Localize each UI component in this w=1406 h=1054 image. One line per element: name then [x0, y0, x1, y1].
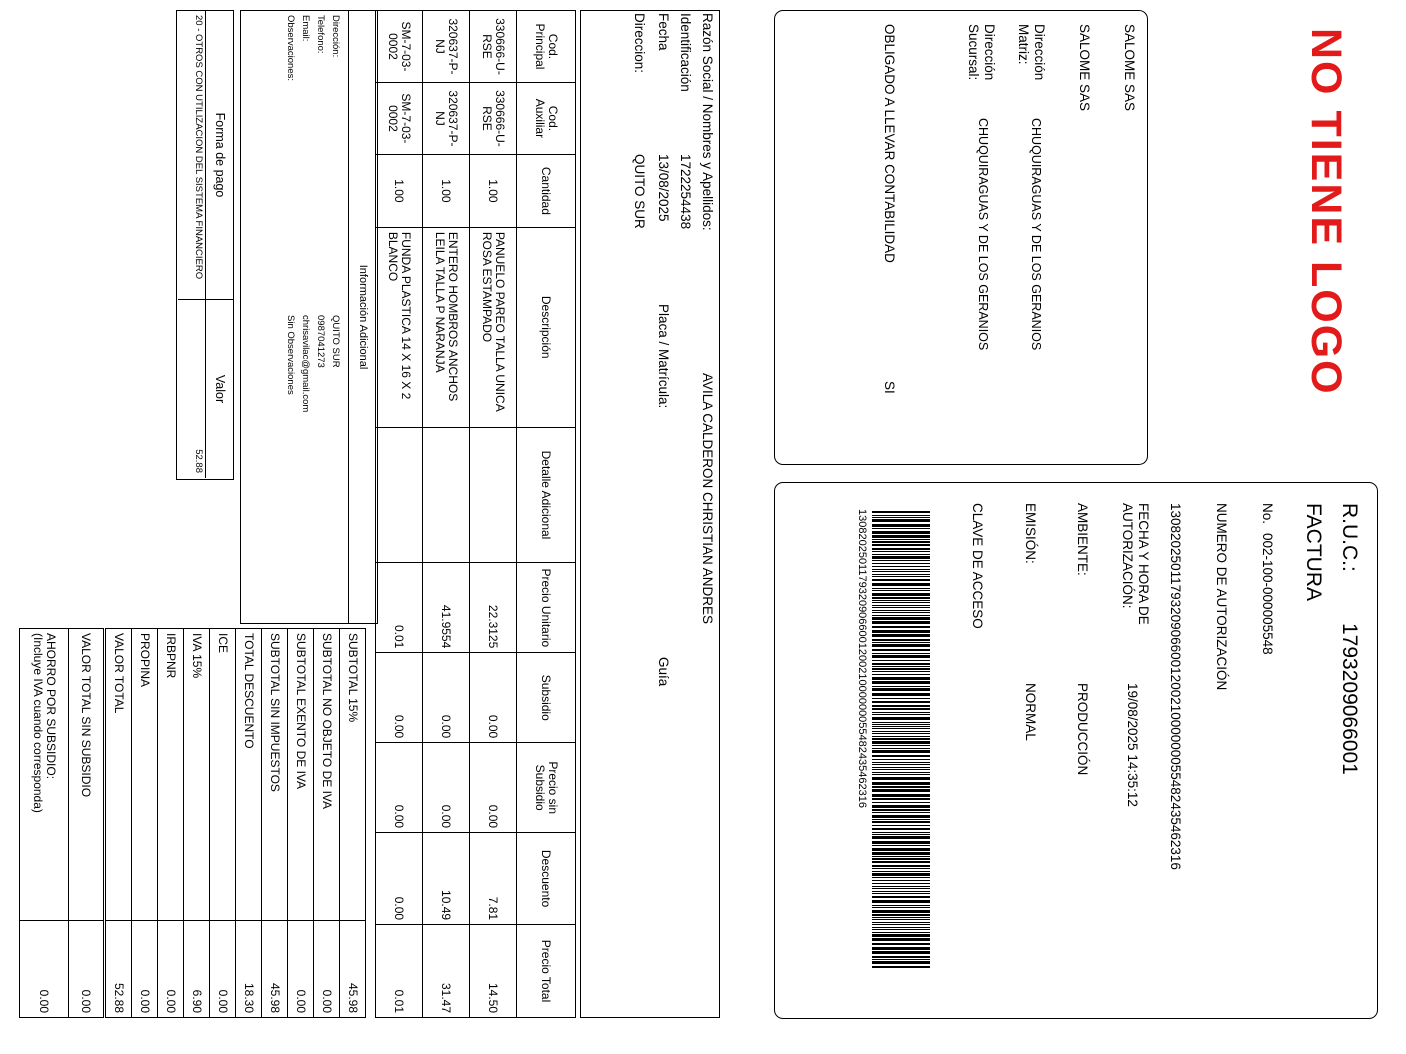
barcode-bar	[872, 836, 930, 839]
cell-precio-total: 14.50	[470, 925, 517, 1018]
header-cantidad: Cantidad	[517, 154, 576, 227]
barcode-bar	[872, 539, 930, 540]
info-row	[313, 11, 328, 623]
barcode-bar	[872, 748, 930, 749]
fecha-value: 13/08/2025	[656, 154, 671, 222]
totals-value: 0.00	[210, 921, 236, 1018]
cell-descuento: 10.49	[423, 833, 470, 925]
ahorro-label: AHORRO POR SUBSIDIO:	[44, 633, 58, 780]
direccion-value: QUITO SUR	[632, 154, 647, 229]
barcode-bar	[872, 701, 930, 703]
totals-row	[314, 629, 340, 1018]
barcode-bar	[872, 871, 930, 872]
totals-row	[106, 629, 132, 1018]
barcode-bar	[872, 668, 930, 670]
cell-cod-principal: SM-7-03-0002	[376, 11, 423, 83]
barcode-bar	[872, 865, 930, 867]
totals-row	[158, 629, 184, 1018]
razon-value: AVILA CALDERON CHRISTIAN ANDRES	[700, 373, 715, 625]
emision-label: EMISIÓN:	[1023, 503, 1038, 564]
barcode-bar	[872, 755, 930, 757]
barcode-bar	[872, 634, 930, 637]
cell-subsidio: 0.00	[470, 653, 517, 743]
barcode-bar	[872, 922, 930, 923]
barcode-bar	[872, 798, 930, 800]
cell-precio-sin-subsidio: 0.00	[423, 743, 470, 833]
info-value: chrisavilac@gmail.com	[300, 315, 311, 413]
barcode-bar	[872, 563, 930, 564]
info-row	[283, 11, 298, 623]
barcode-bar	[872, 893, 930, 894]
barcode-bar	[872, 914, 930, 916]
barcode-bar	[872, 615, 930, 616]
barcode-bar	[872, 655, 930, 658]
barcode-bar	[872, 821, 930, 823]
barcode-bar	[872, 841, 930, 844]
barcode-bar	[872, 880, 930, 881]
totals-row	[340, 629, 366, 1018]
totals-value: 0.00	[132, 921, 158, 1018]
barcode-bar	[872, 610, 930, 611]
barcode-bar	[872, 726, 930, 727]
barcode-bar	[872, 733, 930, 734]
barcode-bar	[872, 782, 930, 785]
barcode-bar	[872, 802, 930, 803]
barcode-bar	[872, 815, 930, 818]
barcode-bar	[872, 566, 930, 567]
barcode-bar	[872, 812, 930, 813]
barcode-bar	[872, 883, 930, 884]
totals-value: 52.88	[106, 921, 132, 1018]
cell-descuento: 7.81	[470, 833, 517, 925]
barcode-bar	[872, 688, 930, 691]
barcode-bar	[872, 551, 930, 552]
barcode-bar	[872, 571, 930, 572]
barcode-bar	[872, 745, 930, 746]
barcode-bar	[872, 681, 930, 684]
barcode-bar	[872, 873, 930, 876]
barcode-bar	[872, 959, 930, 960]
cell-cantidad: 1.00	[470, 154, 517, 227]
barcode-bar	[872, 738, 930, 740]
cell-detalle	[376, 427, 423, 563]
header-cod-auxiliar: Cod. Auxiliar	[517, 82, 576, 154]
cell-cod-auxiliar: SM-7-03-0002	[376, 82, 423, 154]
barcode-bar	[872, 714, 930, 715]
info-value: QUITO SUR	[330, 315, 341, 368]
barcode-bar	[872, 932, 930, 933]
cell-cantidad: 1.00	[376, 154, 423, 227]
totals-value: 45.98	[340, 921, 366, 1018]
totals-value: 18.30	[236, 921, 262, 1018]
info-label: Email:	[300, 15, 311, 42]
barcode-bar	[872, 905, 930, 906]
barcode-bar	[872, 617, 930, 620]
barcode-bar	[872, 741, 930, 744]
emisor-box	[774, 10, 1148, 465]
subsidio-label: VALOR TOTAL SIN SUBSIDIO	[69, 629, 104, 921]
barcode-bar	[872, 861, 930, 863]
barcode-bar	[872, 724, 930, 725]
info-row	[328, 11, 343, 623]
barcode-bar	[872, 528, 930, 529]
barcode-bar	[872, 858, 930, 860]
factura-box	[774, 482, 1378, 1019]
barcode-bar	[872, 956, 930, 958]
cell-cantidad: 1.00	[423, 154, 470, 227]
totals-row	[288, 629, 314, 1018]
barcode-bar	[872, 583, 930, 586]
barcode-bar	[872, 639, 930, 641]
barcode-bar	[872, 805, 930, 808]
totals-row	[132, 629, 158, 1018]
barcode-bar	[872, 736, 930, 737]
identificacion-label: Identificación	[678, 13, 693, 92]
cell-precio-sin-subsidio: 0.00	[376, 743, 423, 833]
info-label: Telefono:	[315, 15, 326, 54]
razon-label: Razón Social / Nombres y Apellidos:	[700, 13, 715, 231]
totals-label: SUBTOTAL EXENTO DE IVA	[288, 629, 314, 921]
items-header-row	[517, 11, 576, 1018]
barcode-bar	[872, 708, 930, 710]
barcode-bar	[872, 764, 930, 765]
ambiente-label: AMBIENTE:	[1075, 503, 1090, 576]
barcode-bar	[872, 852, 930, 855]
barcode-bar	[872, 705, 930, 707]
emision-value: NORMAL	[1023, 683, 1038, 741]
barcode-bar	[872, 569, 930, 570]
factura-no-label: No.	[1260, 503, 1275, 525]
barcode-bar	[872, 588, 930, 589]
clave-acceso-value: 1308202501179320906600120021000000055482435462316	[856, 509, 868, 808]
emisor-nombre-comercial: SALOME SAS	[1077, 24, 1092, 112]
barcode-bar	[872, 600, 930, 601]
barcode	[870, 509, 930, 969]
cell-subsidio: 0.00	[376, 653, 423, 743]
barcode-bar	[872, 541, 930, 543]
barcode-bar	[872, 877, 930, 878]
barcode-bar	[872, 671, 930, 672]
totals-label: IVA 15%	[184, 629, 210, 921]
table-row	[376, 11, 423, 1018]
cell-detalle	[470, 427, 517, 563]
barcode-bar	[872, 653, 930, 654]
barcode-bar	[872, 517, 930, 518]
barcode-bar	[872, 560, 930, 561]
barcode-bar	[872, 677, 930, 680]
ahorro-note: (Incluye IVA cuando corresponda)	[31, 633, 45, 813]
barcode-bar	[872, 961, 930, 964]
barcode-bar	[872, 845, 930, 846]
ahorro-value: 0.00	[20, 921, 69, 1018]
barcode-bar	[872, 927, 930, 928]
placa-label: Placa / Matrícula:	[656, 304, 671, 409]
barcode-bar	[872, 698, 930, 699]
header-precio-total: Precio Total	[517, 925, 576, 1018]
header-precio-unitario: Precio Unitario	[517, 563, 576, 653]
forma-pago-box	[176, 10, 234, 480]
barcode-bar	[872, 896, 930, 898]
totals-label: SUBTOTAL NO OBJETO DE IVA	[314, 629, 340, 921]
valor-header: Valor	[213, 374, 227, 404]
cell-precio-unitario: 0.01	[376, 563, 423, 653]
barcode-bar	[872, 712, 930, 713]
barcode-bar	[872, 777, 930, 780]
barcode-bar	[872, 531, 930, 534]
autorizacion-value: 1308202501179320906600120021000000055482435462316	[1168, 503, 1183, 870]
barcode-bar	[872, 693, 930, 696]
cell-subsidio: 0.00	[423, 653, 470, 743]
info-adicional-box	[240, 10, 378, 624]
barcode-bar	[872, 574, 930, 575]
cell-descuento: 0.00	[376, 833, 423, 925]
cell-descripcion: ENTERO HOMBROS ANCHOS LEILA TALLA P NARANJA	[423, 227, 470, 427]
barcode-bar	[872, 856, 930, 857]
factura-no-value: 002-100-000005548	[1260, 533, 1275, 655]
totals-value: 6.90	[184, 921, 210, 1018]
barcode-bar	[872, 731, 930, 732]
totals-value: 0.00	[314, 921, 340, 1018]
header-descuento: Descuento	[517, 833, 576, 925]
barcode-bar	[872, 602, 930, 603]
valor-value: 52.88	[193, 449, 204, 473]
autorizacion-label: NUMERO DE AUTORIZACIÓN	[1214, 503, 1229, 691]
dir-matriz-label: Dirección Matriz:	[1016, 24, 1047, 81]
barcode-bar	[872, 722, 930, 723]
subsidio-row	[20, 629, 69, 1018]
header-descripcion: Descripción	[517, 227, 576, 427]
barcode-bar	[872, 900, 930, 903]
contabilidad-value: SI	[882, 381, 897, 394]
barcode-bar	[872, 774, 930, 775]
barcode-bar	[872, 535, 930, 538]
barcode-bar	[872, 576, 930, 577]
fecha-autorizacion-value: 19/08/2025 14:35:12	[1125, 683, 1140, 807]
barcode-bar	[872, 772, 930, 773]
totals-label: SUBTOTAL 15%	[340, 629, 366, 921]
ambiente-value: PRODUCCIÓN	[1075, 683, 1090, 776]
fecha-label: Fecha	[656, 13, 671, 51]
totals-row	[210, 629, 236, 1018]
totals-row	[262, 629, 288, 1018]
forma-pago-value: 20 - OTROS CON UTILIZACION DEL SISTEMA FINANCIERO	[193, 15, 204, 280]
barcode-bar	[872, 663, 930, 665]
totals-value: 0.00	[288, 921, 314, 1018]
barcode-bar	[872, 515, 930, 516]
cell-descripcion: FUNDA PLASTICA 14 X 16 X 2 BLANCO	[376, 227, 423, 427]
totals-table	[105, 628, 366, 1018]
fecha-autorizacion-label: FECHA Y HORA DE AUTORIZACIÓN:	[1120, 503, 1151, 625]
header-precio-sin-subsidio: Precio sin Subsidio	[517, 743, 576, 833]
barcode-bar	[872, 686, 930, 687]
barcode-bar	[872, 767, 930, 768]
barcode-bar	[872, 825, 930, 826]
cell-precio-total: 0.01	[376, 925, 423, 1018]
barcode-bar	[872, 649, 930, 651]
barcode-bar	[872, 759, 930, 760]
barcode-bar	[872, 919, 930, 920]
totals-label: ICE	[210, 629, 236, 921]
barcode-bar	[872, 786, 930, 788]
cell-cod-principal: 330666-U-RSE	[470, 11, 517, 83]
barcode-bar	[872, 593, 930, 596]
direccion-label: Direccion:	[632, 13, 647, 74]
totals-label: TOTAL DESCUENTO	[236, 629, 262, 921]
totals-value: 45.98	[262, 921, 288, 1018]
barcode-bar	[872, 769, 930, 770]
factura-title: FACTURA	[1302, 503, 1325, 602]
barcode-bar	[872, 750, 930, 753]
barcode-bar	[872, 789, 930, 792]
table-row	[470, 11, 517, 1018]
header-subsidio: Subsidio	[517, 653, 576, 743]
info-value: 0987041273	[315, 315, 326, 368]
cell-descripcion: PANUELO PAREO TALLA UNICA ROSA ESTAMPADO	[470, 227, 517, 427]
cell-cod-auxiliar: 330666-U-RSE	[470, 82, 517, 154]
barcode-bar	[872, 868, 930, 869]
cell-precio-unitario: 22.3125	[470, 563, 517, 653]
items-table	[375, 10, 576, 1018]
identificacion-value: 1722254438	[678, 154, 693, 230]
barcode-bar	[872, 644, 930, 647]
barcode-bar	[872, 728, 930, 729]
subsidio-table	[19, 628, 104, 1018]
barcode-bar	[872, 717, 930, 720]
info-label: Dirección:	[330, 15, 341, 58]
totals-label: IRBPNR	[158, 629, 184, 921]
barcode-bar	[872, 910, 930, 913]
totals-label: SUBTOTAL SIN IMPUESTOS	[262, 629, 288, 921]
barcode-bar	[872, 674, 930, 675]
subsidio-row	[69, 629, 104, 1018]
barcode-bar	[872, 924, 930, 925]
barcode-bar	[872, 630, 930, 633]
cell-cod-auxiliar: 320637-P-NJ	[423, 82, 470, 154]
ahorro-cell	[20, 629, 69, 921]
totals-row	[236, 629, 262, 1018]
cliente-box	[580, 10, 720, 1018]
totals-row	[184, 629, 210, 1018]
info-adicional-title: Información Adicional	[357, 264, 369, 370]
barcode-bar	[872, 544, 930, 546]
barcode-bar	[872, 943, 930, 945]
forma-pago-header: Forma de pago	[213, 112, 227, 198]
emisor-razon-social: SALOME SAS	[1122, 24, 1137, 112]
header-detalle-adicional: Detalle Adicional	[517, 427, 576, 563]
barcode-bar	[872, 548, 930, 550]
table-row	[423, 11, 470, 1018]
info-adicional-table	[283, 11, 343, 623]
ruc-value: 1793209066001	[1338, 623, 1361, 775]
clave-acceso-label: CLAVE DE ACCESO	[970, 503, 985, 629]
cell-cod-principal: 320637-P-NJ	[423, 11, 470, 83]
info-label: Observaciones:	[285, 15, 296, 82]
barcode-bar	[872, 762, 930, 763]
barcode-bar	[872, 794, 930, 797]
barcode-bar	[872, 819, 930, 820]
dir-sucursal-label: Dirección Sucursal:	[966, 24, 997, 81]
barcode-bar	[872, 524, 930, 527]
barcode-bar	[872, 809, 930, 811]
cell-precio-sin-subsidio: 0.00	[470, 743, 517, 833]
barcode-bar	[872, 832, 930, 833]
cell-detalle	[423, 427, 470, 563]
barcode-bar	[872, 556, 930, 559]
header-cod-principal: Cod. Principal	[517, 11, 576, 83]
info-row	[298, 11, 313, 623]
barcode-bar	[872, 621, 930, 624]
barcode-bar	[872, 519, 930, 522]
totals-label: PROPINA	[132, 629, 158, 921]
barcode-bar	[872, 828, 930, 830]
totals-label: VALOR TOTAL	[106, 629, 132, 921]
barcode-bar	[872, 934, 930, 937]
cell-precio-total: 31.47	[423, 925, 470, 1018]
barcode-bar	[872, 607, 930, 608]
barcode-bar	[872, 888, 930, 889]
barcode-bar	[872, 666, 930, 667]
barcode-bar	[872, 947, 930, 950]
dir-matriz-value: CHUQUIRAGUAS Y DE LOS GERANIOS	[1029, 118, 1043, 351]
barcode-bar	[872, 886, 930, 887]
barcode-bar	[872, 848, 930, 851]
barcode-bar	[872, 590, 930, 591]
barcode-bar	[872, 907, 930, 908]
barcode-bar	[872, 597, 930, 599]
dir-sucursal-value: CHUQUIRAGUAS Y DE LOS GERANIOS	[976, 118, 990, 351]
barcode-bar	[872, 929, 930, 930]
contabilidad-label: OBLIGADO A LLEVAR CONTABILIDAD	[882, 24, 897, 263]
barcode-bar	[872, 511, 930, 513]
barcode-bar	[872, 579, 930, 581]
barcode-bar	[872, 917, 930, 918]
barcode-bar	[872, 951, 930, 954]
logo-placeholder: NO TIENE LOGO	[1302, 28, 1350, 396]
info-value: Sin Observaciones	[285, 315, 296, 395]
barcode-bar	[872, 891, 930, 892]
barcode-bar	[872, 834, 930, 835]
ruc-label: R.U.C.:	[1338, 503, 1361, 572]
barcode-bar	[872, 605, 930, 606]
barcode-bar	[872, 626, 930, 628]
cell-precio-unitario: 41.9554	[423, 563, 470, 653]
barcode-bar	[872, 966, 930, 968]
barcode-bar	[872, 554, 930, 555]
guia-label: Guía	[656, 657, 671, 687]
barcode-bar	[872, 642, 930, 643]
barcode-bar	[872, 938, 930, 941]
subsidio-value: 0.00	[69, 921, 104, 1018]
barcode-bar	[872, 612, 930, 613]
totals-value: 0.00	[158, 921, 184, 1018]
barcode-bar	[872, 660, 930, 661]
